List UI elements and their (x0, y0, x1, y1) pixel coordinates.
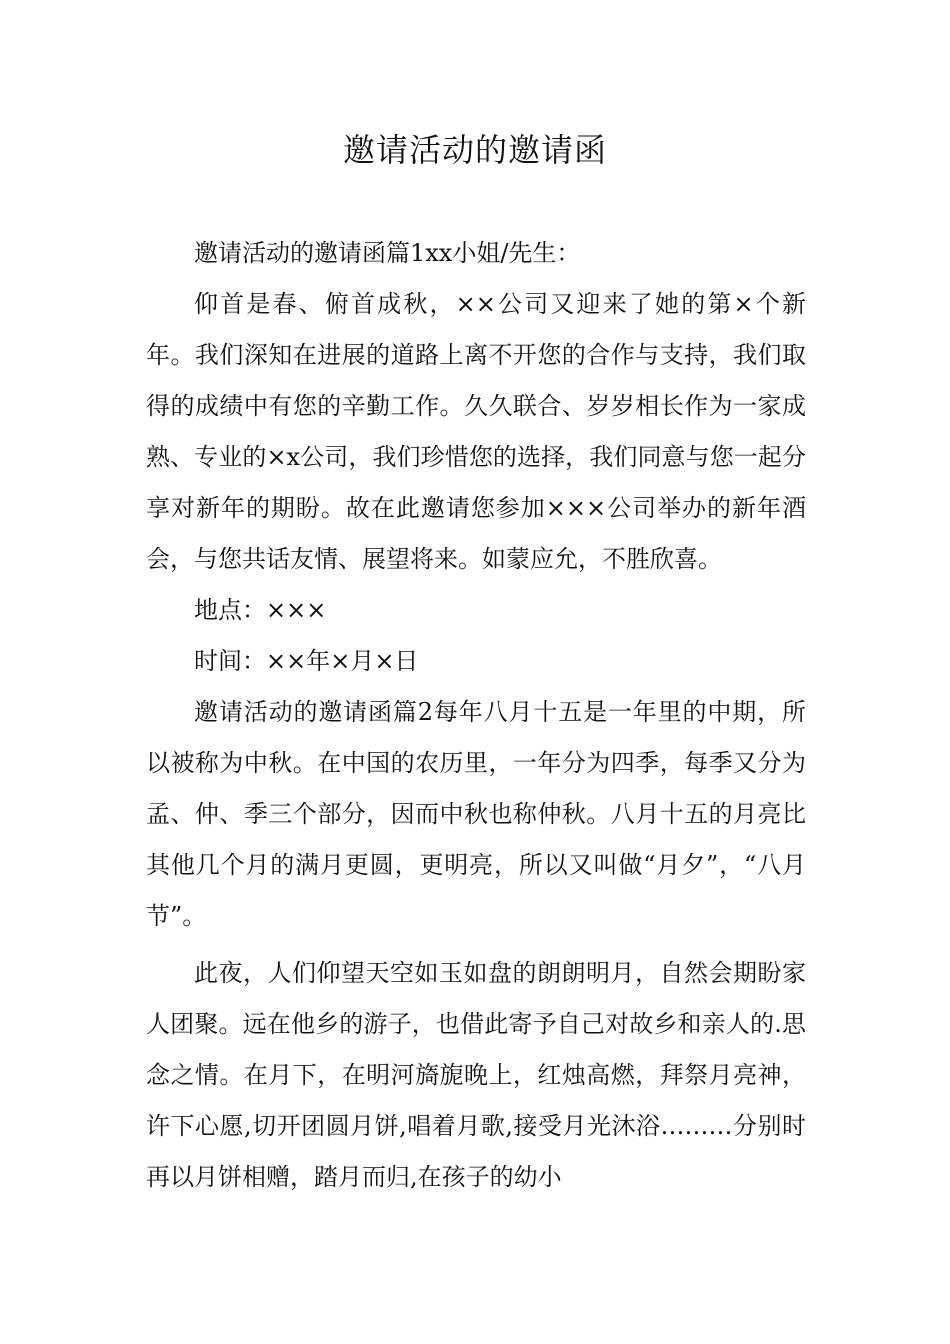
paragraph-location: 地点：××× (194, 596, 327, 624)
paragraph-invitation-1: 仰首是春、俯首成秋，××公司又迎来了她的第×个新年。我们深知在进展的道路上离不开您的合作与支持，我们取得的成绩中有您的辛勤工作。久久联合、岁岁相长作为一家成熟、专业的×x公司，我们珍惜您的选择，我们同意与您一起分享对新年的期盼。故在此邀请您参加×××公司举办的新年酒会，与您共话友情、展望将来。如蒙应允，不胜欣喜。 (146, 290, 806, 573)
document-title: 邀请活动的邀请函 (342, 131, 607, 169)
paragraph-time: 时间：××年×月×日 (194, 647, 419, 675)
paragraph-mid-autumn-night: 此夜，人们仰望天空如玉如盘的朗朗明月，自然会期盼家人团聚。远在他乡的游子，也借此寄予自己对故乡和亲人的.思念之情。在月下，在明河旖旎晚上，红烛高燃，拜祭月亮神，许下心愿,切开团圆月饼,唱着月歌,接受月光沐浴………分别时再以月饼相赠，踏月而归,在孩子的幼小 (146, 959, 806, 1191)
paragraph-invitation-2: 邀请活动的邀请函篇2每年八月十五是一年里的中期，所以被称为中秋。在中国的农历里，一年分为四季，每季又分为孟、仲、季三个部分，因而中秋也称仲秋。八月十五的月亮比其他几个月的满月更圆，更明亮，所以又叫做“月夕”，“八月节”。 (146, 698, 806, 930)
document-body (146, 228, 806, 1203)
paragraph-greeting: 邀请活动的邀请函篇1xx小姐/先生： (194, 239, 581, 267)
